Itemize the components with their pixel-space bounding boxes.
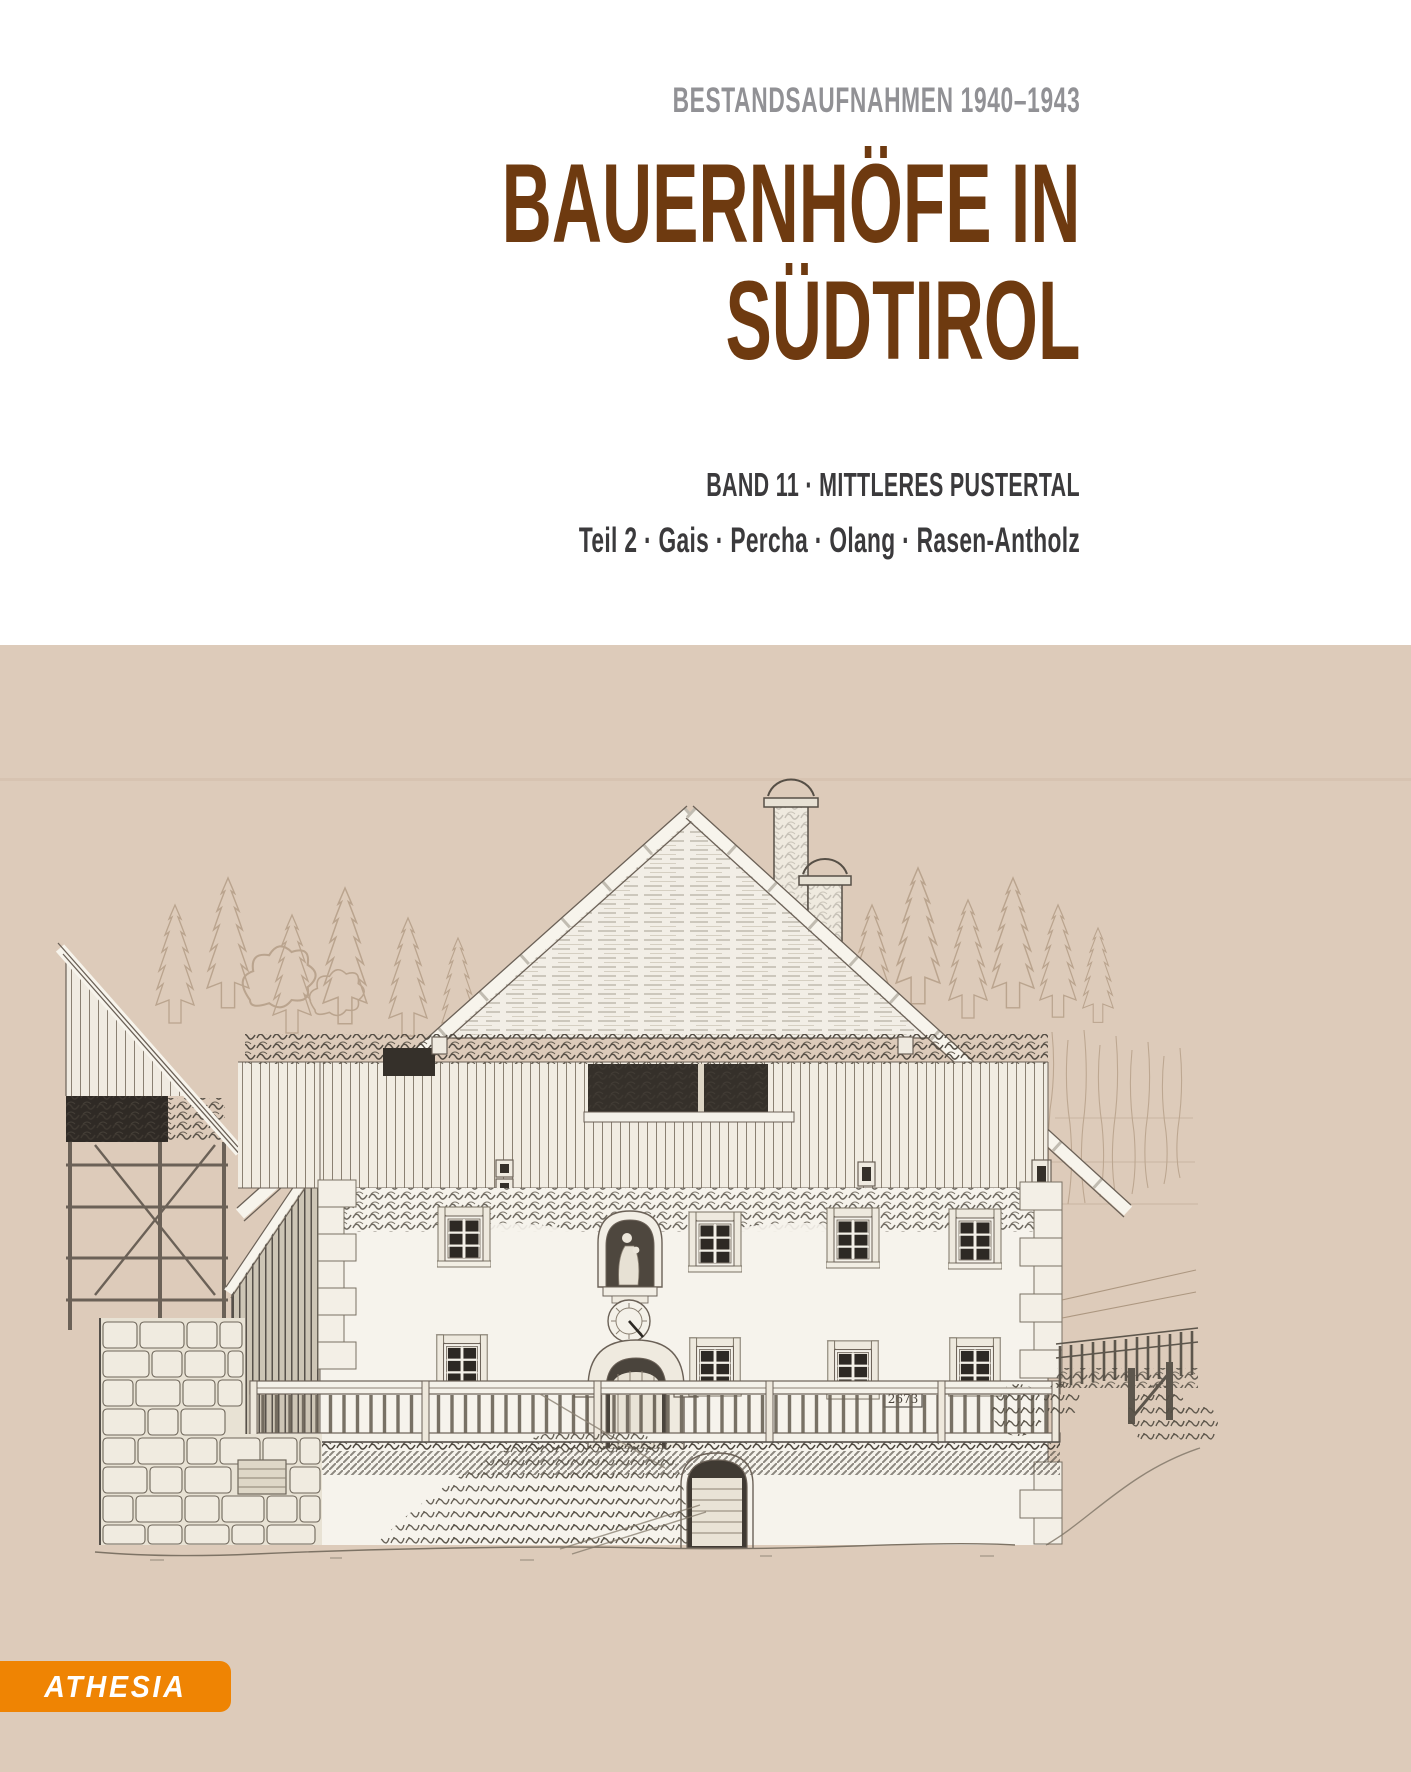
title-line-1: BAUERNHÖFE IN — [501, 141, 1080, 266]
subtitle-line: Teil 2 · Gais · Percha · Olang · Rasen-Antholz — [578, 521, 1080, 560]
sundial — [608, 1300, 650, 1342]
cover-lower-panel — [0, 645, 1411, 1772]
athesia-logo-text: ATHESIA — [44, 1668, 187, 1704]
distant-slope — [1048, 1030, 1198, 1204]
farmhouse-drawing — [0, 645, 1411, 1772]
volume-line: BAND 11 · MITTLERES PUSTERTAL — [706, 466, 1080, 503]
title-line-2: SÜDTIROL — [725, 258, 1080, 383]
plank-storey — [238, 1034, 1051, 1196]
hay-barn — [58, 943, 243, 1332]
athesia-logo — [0, 1661, 231, 1712]
cover-title — [501, 141, 1080, 383]
series-line: BESTANDSAUFNAHMEN 1940–1943 — [672, 81, 1080, 120]
